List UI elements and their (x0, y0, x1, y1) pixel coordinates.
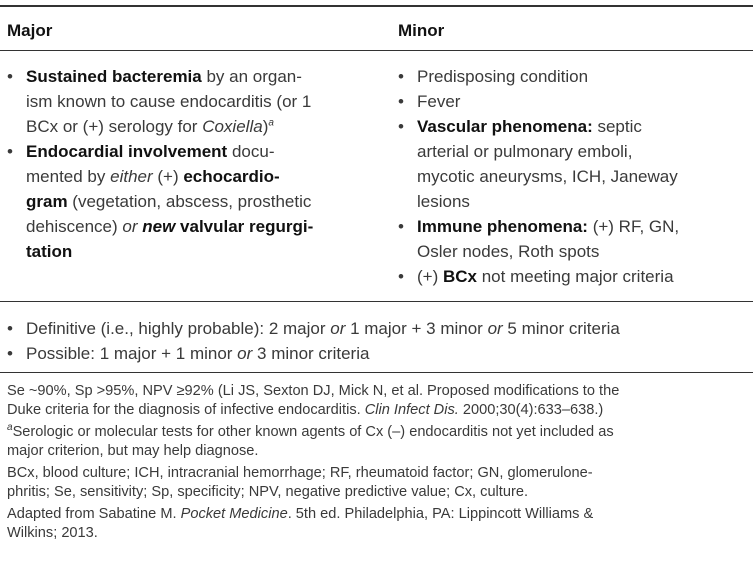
text: Possible: 1 major + 1 minor (26, 344, 238, 363)
footnote-serology (7, 423, 745, 461)
bold-term: tation (26, 242, 73, 261)
text: ) (262, 117, 269, 136)
text: by an organ- (201, 67, 302, 86)
text: 5 minor criteria (502, 319, 620, 338)
line (26, 64, 385, 89)
line (417, 214, 748, 239)
italic-term: either (110, 167, 153, 186)
italic-term: or (237, 344, 253, 363)
minor-criteria-list (398, 64, 748, 289)
major-header: Major (7, 21, 53, 40)
footnote-abbreviations (7, 464, 745, 502)
top-rule (0, 5, 753, 7)
definition-possible (7, 341, 620, 366)
line (26, 164, 385, 189)
line: phritis; Se, sensitivity; Sp, specificity; NPV, negative predictive value; Cx, culture. (7, 484, 529, 500)
footnote-source (7, 505, 745, 543)
bullet: • (7, 142, 13, 161)
major-item-endocardial (7, 139, 385, 264)
bullet: • (7, 344, 13, 363)
line (417, 114, 748, 139)
line (26, 239, 385, 264)
bullet: • (7, 319, 13, 338)
line: Fever (417, 92, 461, 111)
line (417, 264, 748, 289)
journal-title: Clin Infect Dis. (364, 402, 459, 418)
bullet: • (398, 217, 404, 236)
minor-item-vascular (398, 114, 748, 214)
line: mycotic aneurysms, ICH, Janeway (417, 167, 678, 186)
italic-term: or (487, 319, 503, 338)
text: 3 minor criteria (252, 344, 370, 363)
major-item-bacteremia (7, 64, 385, 139)
bold-term: Sustained bacteremia (26, 67, 202, 86)
bullet: • (7, 67, 13, 86)
text: Definitive (i.e., highly probable): 2 major (26, 319, 331, 338)
text: . 5th ed. Philadelphia, PA: Lippincott Williams & (287, 506, 594, 522)
bold-term: gram (26, 192, 68, 211)
line (26, 114, 385, 139)
bullet: • (398, 67, 404, 86)
footnote-stats (7, 382, 745, 420)
minor-item-fever (398, 89, 748, 114)
line: major criterion, but may help diagnose. (7, 443, 259, 459)
text: mented by (26, 167, 111, 186)
text: (+) (417, 267, 443, 286)
text: BCx or (+) serology for (26, 117, 203, 136)
minor-item-predisposing (398, 64, 748, 89)
diagnosis-definitions (7, 316, 620, 366)
line: Wilkins; 2013. (7, 525, 98, 541)
footnote-marker: a (7, 422, 13, 434)
text: 1 major + 3 minor (345, 319, 488, 338)
bold-term: Vascular phenomena: (417, 117, 593, 136)
definitions-rule (0, 372, 753, 373)
bullet: • (398, 117, 404, 136)
table-footnotes (7, 382, 745, 546)
text: (+) RF, GN, (587, 217, 680, 236)
text: dehiscence) (26, 217, 123, 236)
line: ism known to cause endocarditis (or 1 (26, 92, 312, 111)
text: 2000;30(4):633–638.) (458, 402, 604, 418)
italic-term: Coxiella (202, 117, 263, 136)
line: BCx, blood culture; ICH, intracranial hemorrhage; RF, rheumatoid factor; GN, glomerulone- (7, 465, 593, 481)
line: arterial or pulmonary emboli, (417, 142, 633, 161)
line (7, 423, 745, 442)
major-criteria-list (7, 64, 385, 264)
minor-item-immune (398, 214, 748, 264)
criteria-rule (0, 301, 753, 302)
bold-term: Endocardial involvement (26, 142, 228, 161)
line: Predisposing condition (417, 67, 589, 86)
definition-definitive (7, 316, 620, 341)
bullet: • (398, 92, 404, 111)
header-rule (0, 50, 753, 51)
bold-term: BCx (442, 267, 477, 286)
line (26, 139, 385, 164)
bold-term: echocardio- (183, 167, 280, 186)
italic-term: or (122, 217, 138, 236)
bullet: • (398, 267, 404, 286)
line: Se ~90%, Sp >95%, NPV ≥92% (Li JS, Sexton DJ, Mick N, et al. Proposed modifications to the (7, 383, 620, 399)
line (26, 214, 385, 239)
italic-term: or (330, 319, 346, 338)
text: docu- (227, 142, 275, 161)
line (7, 505, 745, 524)
text: septic (592, 117, 642, 136)
text: (vegetation, abscess, prosthetic (67, 192, 312, 211)
line (26, 189, 385, 214)
line: Osler nodes, Roth spots (417, 242, 600, 261)
minor-header: Minor (398, 21, 445, 40)
book-title: Pocket Medicine (180, 506, 288, 522)
minor-item-bcx (398, 264, 748, 289)
text: Duke criteria for the diagnosis of infective endocarditis. (7, 402, 365, 418)
footnote-marker: a (268, 117, 274, 129)
bold-term: valvular regurgi- (175, 217, 314, 236)
bold-term: Immune phenomena: (417, 217, 588, 236)
text: Adapted from Sabatine M. (7, 506, 181, 522)
line: lesions (417, 192, 470, 211)
text: Serologic or molecular tests for other known agents of Cx (–) endocarditis not yet included as (12, 424, 614, 440)
text: not meeting major criteria (477, 267, 674, 286)
bold-italic-term: new (142, 217, 176, 236)
line (7, 401, 745, 420)
text: (+) (152, 167, 184, 186)
